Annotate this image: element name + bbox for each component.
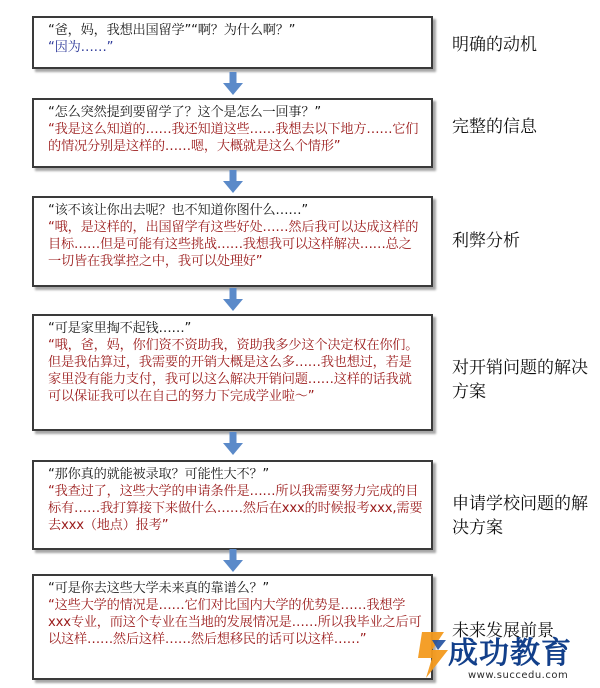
step-answer: “我是这么知道的……我还知道这些……我想去以下地方……它们的情况分别是这样的……嗯，大概就是这么个情形”: [48, 122, 419, 154]
brand-name: 成功教育: [448, 636, 572, 671]
step-label-future: 未来发展前景: [452, 621, 554, 641]
step-answer: “哦，爸，妈，你们资不资助我，资助我多少这个决定权在你们。但是我估算过，我需要的开销大概是这么多……我也想过，若是家里没有能力支付，我可以这么解决开销问题……这样的话我就可以保证我可以在自己的努力下完成学业啦～”: [48, 338, 419, 404]
step-answer: “这些大学的情况是……它们对比国内大学的优势是……我想学xxx专业，而这个专业在当地的发展情况是……所以我毕业之后可以这样……然后这样……然后想移民的话可以这样……”: [48, 598, 422, 647]
arrow-down-icon: [222, 549, 244, 573]
step-box-admission: [32, 460, 433, 550]
step-answer: “因为……”: [48, 40, 114, 55]
step-question: “怎么突然提到要留学了？这个是怎么一回事？”: [48, 105, 322, 120]
step-question: “爸，妈，我想出国留学”“啊？为什么啊？”: [48, 23, 296, 38]
step-answer: “哦，是这样的，出国留学有这些好处……然后我可以达成这样的目标……但是可能有这些挑战……我想我可以这样解决……总之一切皆在我掌控之中，我可以处理好”: [48, 220, 419, 269]
step-box-information: [32, 98, 433, 168]
step-question: “该不该让你出去呢？也不知道你图什么……”: [48, 203, 309, 218]
arrow-down-icon: [222, 170, 244, 194]
step-box-future: [32, 574, 433, 680]
step-label-information: 完整的信息: [452, 117, 537, 137]
arrow-down-icon: [222, 72, 244, 96]
step-question: “可是家里掏不起钱……”: [48, 321, 192, 336]
step-label-motivation: 明确的动机: [452, 35, 537, 55]
step-label-admission: 申请学校问题的解决方案: [452, 494, 588, 538]
step-label-pros-cons: 利弊分析: [452, 231, 520, 251]
step-box-expenses: [32, 314, 433, 431]
step-question: “那你真的就能被录取？可能性大不？”: [48, 467, 270, 482]
step-answer: “我查过了，这些大学的申请条件是……所以我需要努力完成的目标有……我打算接下来做什么……然后在xxx的时候报考xxx,需要去xxx（地点）报考”: [48, 484, 423, 533]
step-box-motivation: [32, 16, 433, 69]
brand-url: www.succedu.com: [468, 670, 569, 681]
step-box-pros-cons: [32, 196, 433, 287]
arrow-down-icon: [222, 288, 244, 312]
step-label-expenses: 对开销问题的解决方案: [452, 358, 588, 402]
step-question: “可是你去这些大学未来真的靠谱么？”: [48, 581, 270, 596]
arrow-down-icon: [222, 432, 244, 456]
